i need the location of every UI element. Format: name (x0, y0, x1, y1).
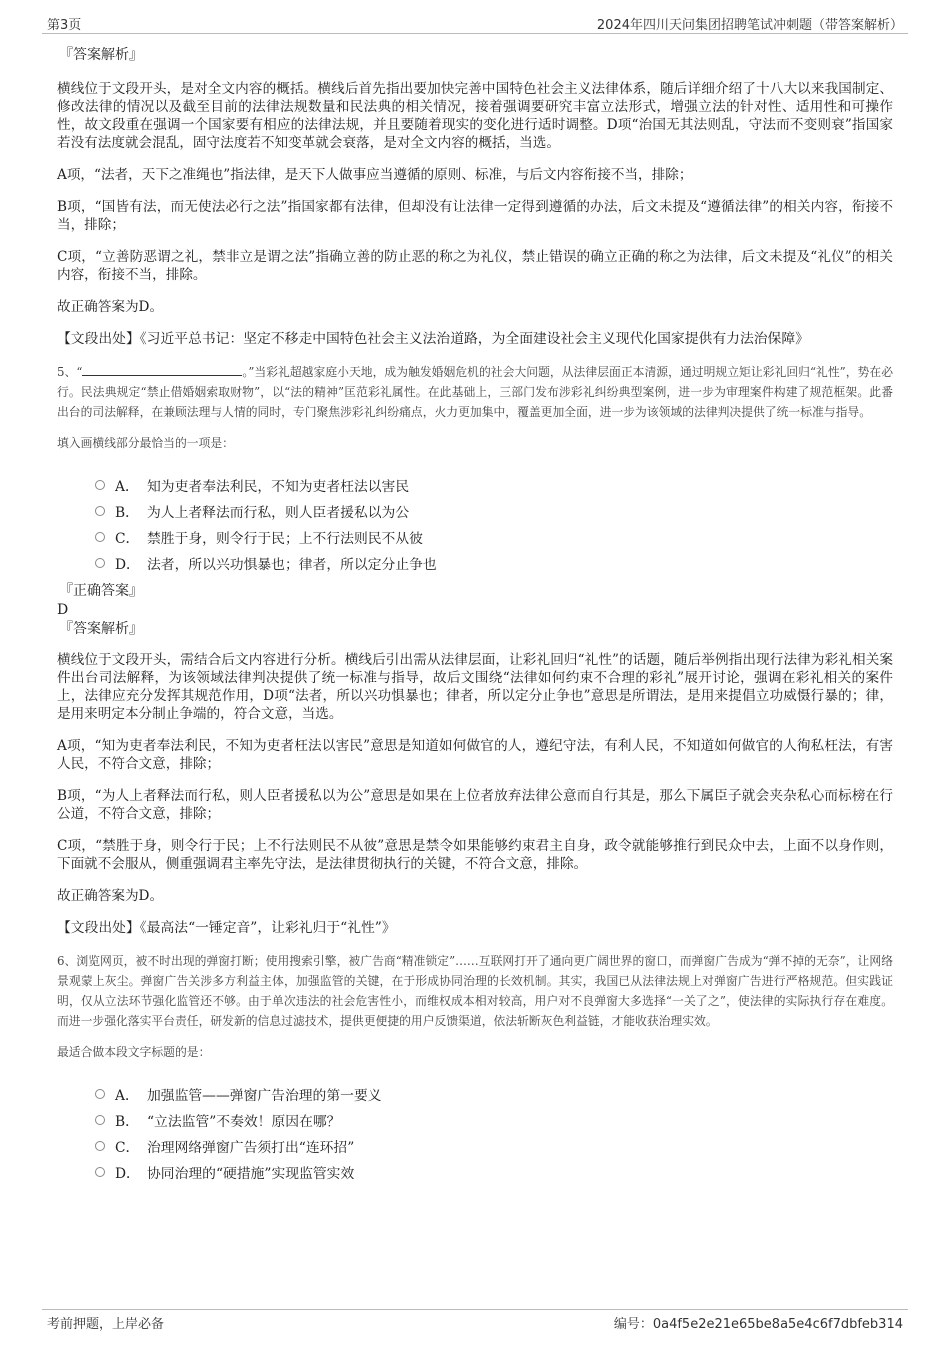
correct-answer-value: D (57, 602, 69, 618)
option-c[interactable]: C． 治理网络弹窗广告须打出“连环招” (95, 1133, 893, 1159)
question-5-number: 5、“ (57, 365, 83, 379)
analysis-conclusion: 故正确答案为D。 (57, 888, 164, 904)
page-content (57, 46, 893, 1185)
prev-analysis-label: 『答案解析』 (59, 47, 143, 63)
option-a[interactable]: A． 加强监管——弹窗广告治理的第一要义 (95, 1081, 893, 1107)
document-id: 编号：0a4f5e2e21e65be8a5e4c6f7dbfeb314 (613, 1317, 903, 1332)
option-b[interactable]: B． “立法监管”不奏效！原因在哪？ (95, 1107, 893, 1133)
radio-icon[interactable] (95, 1089, 105, 1099)
prev-source: 【文段出处】《习近平总书记：坚定不移走中国特色社会主义法治道路，为全面建设社会主义现代化国家提供有力法治保障》 (57, 331, 809, 347)
radio-icon[interactable] (95, 532, 105, 542)
header-divider (42, 33, 908, 34)
question-6-instruction: 最适合做本段文字标题的是： (57, 1045, 211, 1059)
question-5-stem (57, 362, 893, 422)
prev-analysis-paragraph: B项，“国皆有法，而无使法必行之法”指国家都有法律，但却没有让法律一定得到遵循的办法，后文未提及“遵循法律”的相关内容，衔接不当，排除； (57, 199, 893, 233)
document-title: 2024年四川天问集团招聘笔试冲刺题（带答案解析） (596, 18, 903, 33)
page-number: 第3页 (47, 18, 82, 33)
q5-source: 【文段出处】《最高法“一锤定音”，让彩礼归于“礼性”》 (57, 920, 396, 936)
option-d[interactable]: D． 法者，所以兴功惧暴也；律者，所以定分止争也 (95, 550, 893, 576)
footer-divider (42, 1309, 908, 1310)
footer-slogan: 考前押题，上岸必备 (47, 1317, 165, 1332)
analysis-paragraph: A项，“知为吏者奉法利民，不知为吏者枉法以害民”意思是知道如何做官的人，遵纪守法，有利人民，不知道如何做官的人徇私枉法，有害人民，不符合文意，排除； (57, 738, 893, 772)
radio-icon[interactable] (95, 506, 105, 516)
analysis-paragraph: C项，“禁胜于身，则令行于民；上不行法则民不从彼”意思是禁令如果能够约束君主自身，政令就能够推行到民众中去，上面不以身作则，下面就不会服从，侧重强调君主率先守法，是法律贯彻执行的关键，不符合文意，排除。 (57, 838, 893, 872)
correct-answer-label: 『正确答案』 (59, 583, 143, 599)
radio-icon[interactable] (95, 1141, 105, 1151)
prev-analysis-paragraph: 横线位于文段开头，是对全文内容的概括。横线后首先指出要加快完善中国特色社会主义法律体系，随后详细介绍了十八大以来我国制定、修改法律的情况以及截至目前的法律法规数量和民法典的相关情况，接着强调要研究丰富立法形式，增强立法的针对性、适用性和可操作性，故文段重在强调一个国家要有相应的法律法规，并且要随着现实的变化进行适时调整。D项“治国无其法则乱，守法而不变则衰”指国家若没有法度就会混乱，固守法度若不知变革就会衰落，是对全文内容的概括，当选。 (57, 81, 893, 151)
prev-analysis-paragraph: C项，“立善防恶谓之礼，禁非立是谓之法”指确立善的防止恶的称之为礼仪，禁止错误的确立正确的称之为法律，后文未提及“礼仪”的相关内容，衔接不当，排除。 (57, 249, 893, 283)
option-d[interactable]: D． 协同治理的“硬措施”实现监管实效 (95, 1159, 893, 1185)
prev-analysis-paragraph: A项，“法者，天下之准绳也”指法律，是天下人做事应当遵循的原则、标准，与后文内容衔接不当，排除； (57, 167, 693, 183)
fill-blank-line (82, 363, 242, 376)
option-c[interactable]: C． 禁胜于身，则令行于民；上不行法则民不从彼 (95, 524, 893, 550)
radio-icon[interactable] (95, 558, 105, 568)
radio-icon[interactable] (95, 480, 105, 490)
question-5-instruction: 填入画横线部分最恰当的一项是： (57, 436, 234, 450)
question-6-stem: 6、浏览网页，被不时出现的弹窗打断；使用搜索引擎，被广告商“精准锁定”……互联网打开了通向更广阔世界的窗口，而弹窗广告成为“弹不掉的无奈”，让网络景观蒙上灰尘。弹窗广告关涉多方利益主体，加强监管的关键，在于形成协同治理的长效机制。其实，我国已从法律法规上对弹窗广告进行严格规范。但实践证明，仅从立法环节强化监管还不够。由于单次违法的社会危害性小，而维权成本相对较高，用户对不良弹窗大多选择“一关了之”，使法律的实际执行存在难度。而进一步强化落实平台责任，研发新的信息过滤技术，提供更便捷的用户反馈渠道，依法斩断灰色利益链，才能收获治理实效。 (57, 954, 893, 1028)
answer-analysis-label: 『答案解析』 (59, 621, 143, 637)
question-5-options (57, 472, 893, 576)
option-a[interactable]: A． 知为吏者奉法利民，不知为吏者枉法以害民 (95, 472, 893, 498)
option-b[interactable]: B． 为人上者释法而行私，则人臣者援私以为公 (95, 498, 893, 524)
prev-analysis-conclusion: 故正确答案为D。 (57, 299, 164, 315)
radio-icon[interactable] (95, 1115, 105, 1125)
analysis-paragraph: B项，“为人上者释法而行私，则人臣者援私以为公”意思是如果在上位者放弃法律公意而自行其是，那么下属臣子就会夹杂私心而标榜在行公道，不符合文意，排除； (57, 788, 893, 822)
question-5-text: 。”当彩礼超越家庭小天地，成为触发婚姻危机的社会大问题，从法律层面正本清源，通过明规立矩让彩礼回归“礼性”，势在必行。民法典规定“禁止借婚姻索取财物”，以“法的精神”匡范彩礼属性。在此基础上，三部门发布涉彩礼纠纷典型案例，进一步为审理案件构建了规范框架。此番出台的司法解释，在兼顾法理与人情的同时，专门聚焦涉彩礼纠纷痛点，火力更加集中，覆盖更加全面，进一步为该领域的法律判决提供了统一标准与指导。 (57, 365, 893, 419)
analysis-paragraph: 横线位于文段开头，需结合后文内容进行分析。横线后引出需从法律层面，让彩礼回归“礼性”的话题，随后举例指出现行法律为彩礼相关案件出台司法解释，为该领域法律判决提供了统一标准与指导，故后文围绕“法律如何约束不合理的彩礼”展开讨论，强调在彩礼相关的案件上，法律应充分发挥其规范作用，D项“法者，所以兴功惧暴也；律者，所以定分止争也”意思是所谓法，是用来提倡立功威慑行暴的；律，是用来明定本分制止争端的，符合文意，当选。 (57, 652, 893, 722)
question-6-options (57, 1081, 893, 1185)
radio-icon[interactable] (95, 1167, 105, 1177)
